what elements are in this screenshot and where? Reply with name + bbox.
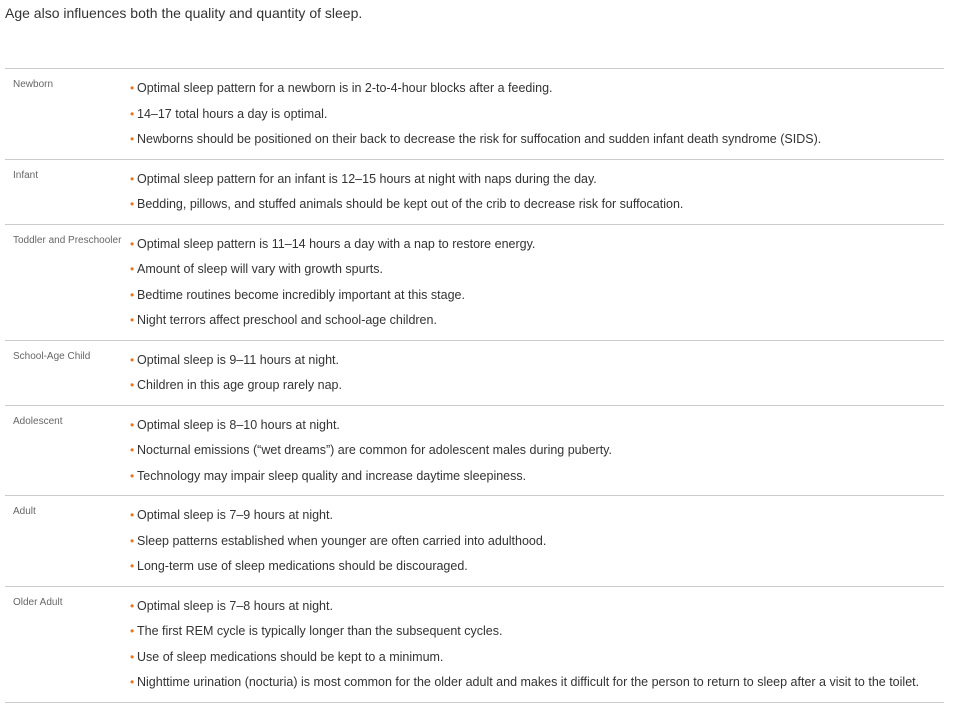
list-item-text: Newborns should be positioned on their back to decrease the risk for suffocation and sudden infant death syndrome (SIDS). [137,132,822,146]
list-item [130,102,944,128]
list-item [130,529,944,555]
list-item [130,413,944,439]
list-item-text: The first REM cycle is typically longer than the subsequent cycles. [137,624,503,638]
list-item-text: Nighttime urination (nocturia) is most common for the older adult and makes it difficult for the person to return to sleep after a visit to the toilet. [137,675,920,689]
bullet-icon: • [130,649,135,664]
bullet-icon: • [130,197,135,211]
table-row [5,341,944,406]
list-item-text: Optimal sleep pattern for an infant is 12–15 hours at night with naps during the day. [137,171,597,186]
list-item [130,438,944,464]
list-item-text: Optimal sleep pattern for a newborn is in 2-to-4-hour blocks after a feeding. [137,81,553,95]
age-stage-label: Adult [13,506,36,517]
list-item-text: Children in this age group rarely nap. [137,378,342,392]
bullet-icon: • [130,287,135,302]
bullet-icon: • [130,675,135,689]
intro-text: Age also influences both the quality and quantity of sleep. [5,5,363,21]
list-item [130,283,944,309]
bullet-icon: • [130,262,135,276]
list-item [130,464,944,490]
bullet-icon: • [130,417,135,432]
list-item [130,167,944,193]
bullet-icon: • [130,106,135,121]
table-row [5,406,944,497]
list-item-text: Optimal sleep is 9–11 hours at night. [137,352,339,367]
list-item [130,554,944,580]
list-item-text: Night terrors affect preschool and school-age children. [137,313,437,327]
bullet-icon: • [130,171,135,186]
age-stage-label: Newborn [13,79,54,90]
list-item-text: Optimal sleep is 7–9 hours at night. [137,508,333,522]
list-item [130,257,944,283]
age-stage-label: Adolescent [13,415,63,427]
age-stage-label: Older Adult [13,596,63,608]
stage-facts-list [130,413,944,490]
list-item-text: Bedding, pillows, and stuffed animals should be kept out of the crib to decrease risk for suffocation. [137,197,684,211]
stage-facts-list [130,167,944,218]
bullet-icon: • [130,132,135,146]
list-item [130,594,944,620]
table-row [5,496,944,587]
bullet-icon: • [130,313,135,327]
stage-facts-list [130,348,944,399]
bullet-icon: • [130,352,135,367]
bullet-icon: • [130,236,135,251]
stage-facts-list [130,76,944,153]
list-item [130,619,944,645]
list-item-text: Technology may impair sleep quality and increase daytime sleepiness. [137,468,527,483]
bullet-icon: • [130,468,135,483]
bullet-icon: • [130,443,135,457]
list-item [130,308,944,334]
list-item [130,503,944,529]
bullet-icon: • [130,508,135,522]
table-row [5,69,944,160]
list-item-text: Bedtime routines become incredibly important at this stage. [137,287,465,302]
list-item [130,127,944,153]
bullet-icon: • [130,559,135,573]
table-row [5,587,944,703]
table-row [5,225,944,341]
stage-facts-list [130,232,944,334]
list-item [130,645,944,671]
list-item-text: Amount of sleep will vary with growth spurts. [137,262,383,276]
list-item-text: Optimal sleep pattern is 11–14 hours a day with a nap to restore energy. [137,236,536,251]
bullet-icon: • [130,378,135,392]
list-item [130,348,944,374]
bullet-icon: • [130,81,135,95]
stage-facts-list [130,594,944,696]
list-item-text: Optimal sleep is 7–8 hours at night. [137,598,333,613]
list-item-text: Nocturnal emissions (“wet dreams”) are common for adolescent males during puberty. [137,443,612,457]
list-item [130,670,944,696]
list-item [130,76,944,102]
list-item-text: Long-term use of sleep medications should be discouraged. [137,559,468,573]
sleep-by-age-table [5,68,944,703]
age-stage-label: Infant [13,169,39,181]
list-item [130,232,944,258]
list-item [130,373,944,399]
list-item-text: Use of sleep medications should be kept to a minimum. [137,649,444,664]
list-item-text: Optimal sleep is 8–10 hours at night. [137,417,340,432]
bullet-icon: • [130,624,135,638]
list-item-text: Sleep patterns established when younger are often carried into adulthood. [137,533,547,548]
list-item-text: 14–17 total hours a day is optimal. [137,106,328,121]
list-item [130,192,944,218]
bullet-icon: • [130,598,135,613]
table-row [5,160,944,225]
age-stage-label: Toddler and Preschooler [13,234,122,246]
age-stage-label: School-Age Child [13,350,91,362]
bullet-icon: • [130,533,135,548]
stage-facts-list [130,503,944,580]
